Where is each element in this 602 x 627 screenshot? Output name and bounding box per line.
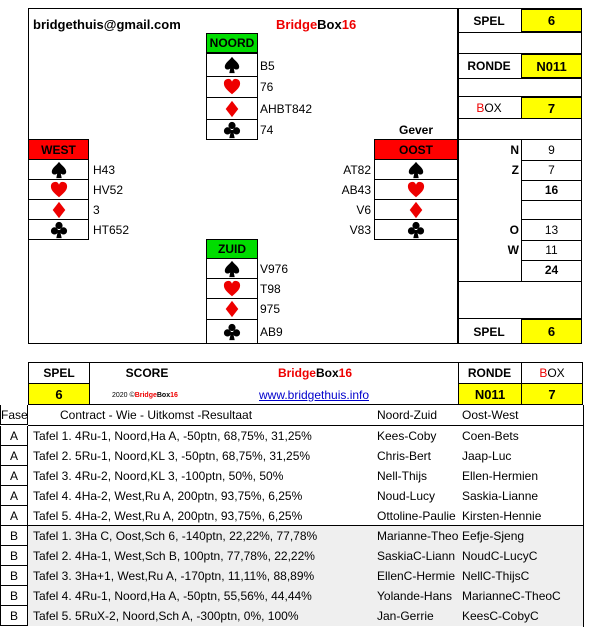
ow-pair-cell: Ellen-Hermien xyxy=(462,469,539,483)
diamond-icon xyxy=(407,201,425,219)
ow-pair-cell: Eefje-Sjeng xyxy=(462,529,525,543)
club-icon xyxy=(407,221,425,239)
box-label xyxy=(458,97,520,119)
table-row xyxy=(0,566,602,586)
club-icon xyxy=(50,221,68,239)
brand-box: Box xyxy=(317,16,342,32)
results-header-row xyxy=(0,405,602,425)
noord-spades: B5 xyxy=(260,59,275,73)
west-label: WEST xyxy=(28,139,89,160)
oost-diamond-cell xyxy=(374,199,458,220)
spade-icon xyxy=(223,56,241,74)
spade-icon xyxy=(50,161,68,179)
ronde-label: RONDE xyxy=(467,59,511,73)
nz-pair-cell: SaskiaC-Liann xyxy=(377,549,456,563)
fase: A xyxy=(0,466,28,486)
hcp-z-label: Z xyxy=(511,163,519,177)
ow-pair-cell: Coen-Bets xyxy=(462,429,519,443)
oost-hearts: AB43 xyxy=(341,183,371,197)
contract-cell: Tafel 1. 4Ru-1, Noord,Ha A, -50ptn, 68,75%, 31,25% xyxy=(33,429,312,443)
hcp-ow-total: 24 xyxy=(544,263,559,277)
score-box-b: B xyxy=(539,365,548,380)
zuid-diamond-cell xyxy=(206,298,258,320)
hcp-o-label: O xyxy=(509,223,519,237)
contract-cell: Tafel 3. 3Ha+1, West,Ru A, -170ptn, 11,11%, 88,89% xyxy=(33,569,315,583)
col-fase-header: Fase xyxy=(0,405,28,425)
hcp-nz-total: 16 xyxy=(544,183,559,197)
fase: A xyxy=(0,486,28,506)
zuid-spade-cell xyxy=(206,258,258,279)
score-box-value: 7 xyxy=(522,384,582,404)
hcp-n-label: N xyxy=(510,143,519,157)
contract-cell: Tafel 1. 3Ha C, Oost,Sch 6, -140ptn, 22,22%, 77,78% xyxy=(33,529,318,543)
gever-label: Gever xyxy=(398,123,434,137)
score-box-ox: OX xyxy=(547,365,565,380)
zuid-diamonds: 975 xyxy=(260,302,281,316)
fase: B xyxy=(0,586,28,606)
diamond-icon xyxy=(223,300,241,318)
spel-value: 6 xyxy=(521,9,582,32)
west-diamond-cell xyxy=(28,199,89,220)
col-nz-header: Noord-Zuid xyxy=(377,408,438,422)
oost-club-cell xyxy=(374,219,458,240)
contract-cell: Tafel 3. 4Ru-2, Noord,KL 3, -100ptn, 50%, 50% xyxy=(33,469,284,483)
nz-pair-cell: EllenC-Hermie xyxy=(377,569,456,583)
nz-pair-cell: Chris-Bert xyxy=(377,449,432,463)
ow-pair-cell: NellC-ThijsC xyxy=(462,569,530,583)
fase: B xyxy=(0,526,28,546)
zuid-club-cell xyxy=(206,319,258,344)
west-diamonds: 3 xyxy=(93,203,100,217)
spade-icon xyxy=(407,161,425,179)
oost-clubs: V83 xyxy=(349,223,371,237)
fase: A xyxy=(0,446,28,466)
ronde-value: N011 xyxy=(521,54,582,78)
ow-pair-cell: Jaap-Luc xyxy=(462,449,512,463)
ow-pair-cell: KeesC-CobyC xyxy=(462,609,539,623)
score-brand-title xyxy=(270,362,360,383)
table-row xyxy=(0,526,602,546)
box-label-ox: OX xyxy=(484,101,502,115)
hcp-z-value: 7 xyxy=(548,163,555,177)
score-brand-bridge: Bridge xyxy=(277,365,316,380)
noord-hearts: 76 xyxy=(260,80,274,94)
box-label-b: B xyxy=(476,101,485,115)
zuid-clubs: AB9 xyxy=(260,325,283,339)
contract-cell: Tafel 4. 4Ha-2, West,Ru A, 200ptn, 93,75%, 6,25% xyxy=(33,489,303,503)
email-label: bridgethuis@gmail.com xyxy=(33,16,181,32)
contract-cell: Tafel 2. 5Ru-1, Noord,KL 3, -50ptn, 68,75%, 31,25% xyxy=(33,449,311,463)
ow-pair-cell: Kirsten-Hennie xyxy=(462,509,542,523)
score-spel-label: SPEL xyxy=(43,365,75,380)
hcp-w-value: 11 xyxy=(545,243,558,257)
score-box-label xyxy=(521,362,583,383)
table-row xyxy=(0,606,602,626)
box-value: 7 xyxy=(521,97,582,119)
table-row xyxy=(0,546,602,566)
score-spel-value: 6 xyxy=(29,384,89,404)
table-row xyxy=(0,426,602,446)
nz-pair-cell: Noud-Lucy xyxy=(377,489,436,503)
table-row xyxy=(0,486,602,506)
heart-icon xyxy=(223,78,241,96)
ow-pair-cell: MarianneC-TheoC xyxy=(462,589,561,603)
hcp-o-value: 13 xyxy=(544,223,559,237)
score-brand-16: 16 xyxy=(338,365,353,380)
spel-bottom-value: 6 xyxy=(521,319,582,344)
heart-icon xyxy=(407,181,425,199)
noord-diamond-cell xyxy=(206,97,258,120)
fase: A xyxy=(0,426,28,446)
oost-heart-cell xyxy=(374,179,458,200)
col-ow-header: Oost-West xyxy=(462,408,519,422)
table-row xyxy=(0,466,602,486)
col-contract-header: Contract - Wie - Uitkomst -Resultaat xyxy=(60,408,253,422)
zuid-spades: V976 xyxy=(260,262,289,276)
heart-icon xyxy=(223,280,241,298)
heart-icon xyxy=(50,181,68,199)
brand-16: 16 xyxy=(341,16,357,32)
spel-label: SPEL xyxy=(473,14,505,28)
oost-label: OOST xyxy=(374,139,458,160)
website-link[interactable]: www.bridgethuis.info xyxy=(259,388,370,402)
contract-cell: Tafel 4. 4Ru-1, Noord,Ha A, -50ptn, 55,56%, 44,44% xyxy=(33,589,312,603)
fase: B xyxy=(0,606,28,626)
zuid-hearts: T98 xyxy=(260,282,281,296)
nz-pair-cell: Kees-Coby xyxy=(377,429,437,443)
noord-spade-cell xyxy=(206,53,258,77)
fase: B xyxy=(0,546,28,566)
copyright-year: 2020 © xyxy=(112,391,135,399)
table-row xyxy=(0,446,602,466)
oost-spade-cell xyxy=(374,159,458,180)
west-spades: H43 xyxy=(93,163,116,177)
diamond-icon xyxy=(50,201,68,219)
diamond-icon xyxy=(223,100,241,118)
ow-pair-cell: Saskia-Lianne xyxy=(462,489,539,503)
west-hearts: HV52 xyxy=(93,183,124,197)
brand-title xyxy=(276,14,356,34)
west-spade-cell xyxy=(28,159,89,180)
contract-cell: Tafel 5. 5RuX-2, Noord,Sch A, -300ptn, 0%, 100% xyxy=(33,609,299,623)
nz-pair-cell: Ottoline-Paulie xyxy=(377,509,456,523)
copyright xyxy=(112,388,178,402)
noord-diamonds: AHBT842 xyxy=(260,102,313,116)
table-row xyxy=(0,586,602,606)
oost-diamonds: V6 xyxy=(356,203,371,217)
west-club-cell xyxy=(28,219,89,240)
copyright-bridge: Bridge xyxy=(134,391,157,399)
ow-pair-cell: NoudC-LucyC xyxy=(462,549,538,563)
nz-pair-cell: Nell-Thijs xyxy=(377,469,428,483)
noord-heart-cell xyxy=(206,76,258,98)
noord-club-cell xyxy=(206,119,258,140)
spade-icon xyxy=(223,260,241,278)
score-ronde-label: RONDE xyxy=(467,365,512,380)
score-brand-box: Box xyxy=(315,365,339,380)
nz-pair-cell: Yolande-Hans xyxy=(377,589,452,603)
score-ronde-value: N011 xyxy=(459,384,521,404)
zuid-heart-cell xyxy=(206,278,258,299)
table-row xyxy=(0,506,602,526)
hcp-n-value: 9 xyxy=(548,143,555,157)
west-clubs: HT652 xyxy=(93,223,130,237)
contract-cell: Tafel 2. 4Ha-1, West,Sch B, 100ptn, 77,78%, 22,22% xyxy=(33,549,315,563)
copyright-16: 16 xyxy=(170,391,178,399)
noord-clubs: 74 xyxy=(260,123,274,137)
spel-bottom-label: SPEL xyxy=(473,325,505,339)
zuid-label: ZUID xyxy=(206,239,258,259)
nz-pair-cell: Marianne-Theo xyxy=(377,529,459,543)
fase: A xyxy=(0,506,28,526)
west-heart-cell xyxy=(28,179,89,200)
hcp-w-label: W xyxy=(507,243,519,257)
nz-pair-cell: Jan-Gerrie xyxy=(377,609,434,623)
copyright-box: Box xyxy=(156,391,171,399)
club-icon xyxy=(223,323,241,341)
fase: B xyxy=(0,566,28,586)
score-label: SCORE xyxy=(125,365,169,380)
club-icon xyxy=(223,121,241,139)
noord-label: NOORD xyxy=(206,33,258,53)
contract-cell: Tafel 5. 4Ha-2, West,Ru A, 200ptn, 93,75%, 6,25% xyxy=(33,509,303,523)
oost-spades: AT82 xyxy=(343,163,371,177)
brand-bridge: Bridge xyxy=(276,16,318,32)
